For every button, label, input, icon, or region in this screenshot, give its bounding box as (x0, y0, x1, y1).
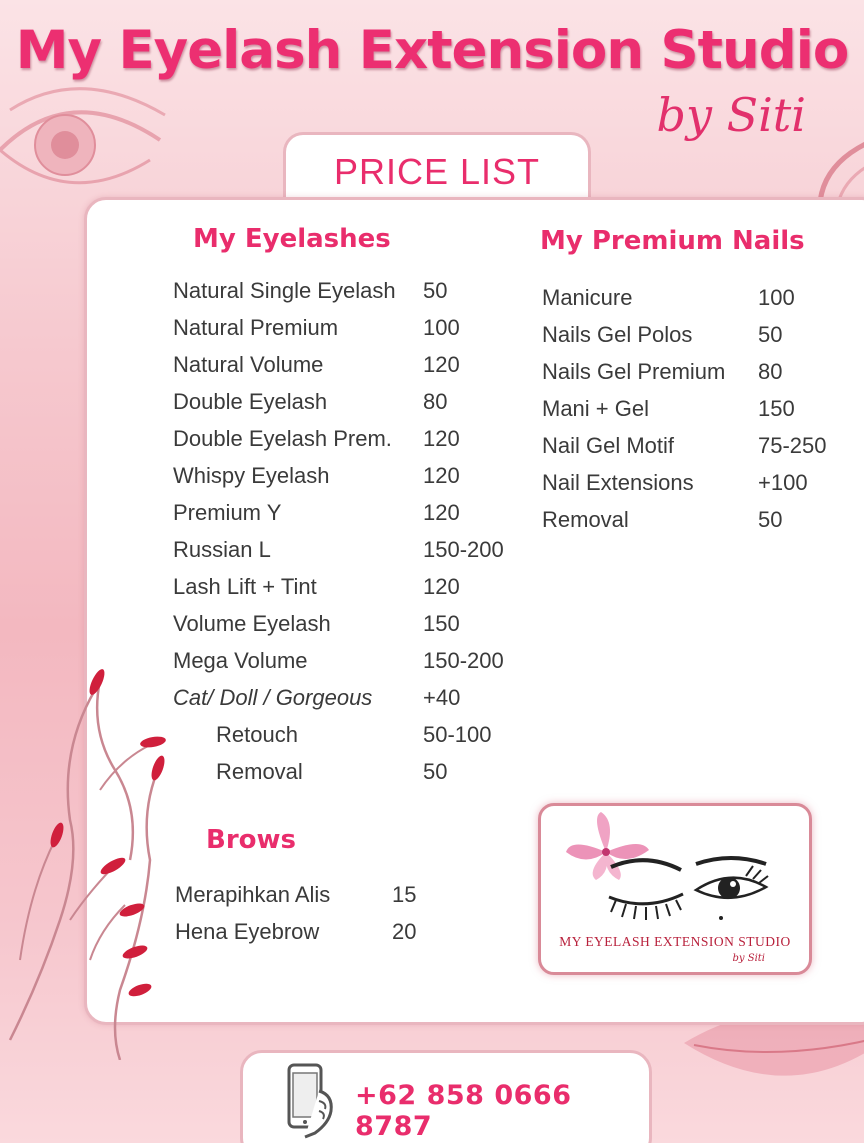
item-name: Natural Single Eyelash (173, 278, 396, 303)
phone-number[interactable]: +62 858 0666 8787 (355, 1080, 572, 1142)
item-name: Merapihkan Alis (175, 882, 331, 907)
open-eye-icon (691, 852, 771, 922)
item-name: Russian L (173, 537, 271, 562)
studio-byline: by Siti (656, 88, 806, 142)
price-list-label: PRICE LIST (333, 151, 541, 192)
item-price: 120 (423, 500, 460, 525)
item-name: Nails Gel Polos (542, 322, 693, 347)
item-name: Double Eyelash (173, 389, 328, 414)
item-name: Retouch (216, 722, 298, 747)
item-price: 50 (423, 759, 448, 784)
brows-section-title: Brows (206, 825, 296, 855)
item-name: Manicure (542, 285, 633, 310)
item-name: Nail Gel Motif (542, 433, 675, 458)
item-name: Volume Eyelash (173, 611, 331, 636)
item-name: Whispy Eyelash (173, 463, 330, 488)
price-list-tab (283, 132, 591, 202)
logo-byline: by Siti (732, 953, 765, 964)
item-name: Natural Volume (173, 352, 324, 377)
item-price: 150 (758, 396, 795, 421)
item-name: Nail Extensions (542, 470, 694, 495)
item-price: 15 (392, 882, 417, 907)
item-price: 150 (423, 611, 460, 636)
logo-studio-name: MY EYELASH EXTENSION STUDIO (559, 934, 791, 949)
item-name: Double Eyelash Prem. (173, 426, 392, 451)
item-name: Lash Lift + Tint (173, 574, 317, 599)
item-price: +40 (423, 685, 461, 710)
item-name: Removal (216, 759, 303, 784)
item-price: 50 (758, 507, 783, 532)
item-price: 75-250 (758, 433, 827, 458)
item-name: Premium Y (173, 500, 282, 525)
contact-tab (240, 1050, 652, 1143)
item-price: 120 (423, 352, 460, 377)
background-eye-illustration (0, 70, 190, 210)
item-name: Natural Premium (173, 315, 339, 340)
item-price: 120 (423, 426, 460, 451)
item-name: Mega Volume (173, 648, 308, 673)
nails-section-title: My Premium Nails (540, 226, 805, 256)
item-price: 50 (423, 278, 448, 303)
phone-icon (271, 1061, 351, 1141)
item-price: 80 (423, 389, 448, 414)
item-name: Mani + Gel (542, 396, 649, 421)
item-price: 150-200 (423, 537, 504, 562)
item-price: +100 (758, 470, 808, 495)
item-name: Nails Gel Premium (542, 359, 726, 384)
item-price: 120 (423, 463, 460, 488)
hands-illustration (0, 660, 200, 1060)
item-price: 120 (423, 574, 460, 599)
item-price: 50 (758, 322, 783, 347)
eyelashes-section-title: My Eyelashes (193, 224, 391, 254)
item-name: Removal (542, 507, 629, 532)
item-price: 100 (758, 285, 795, 310)
closed-eye-icon (601, 852, 691, 922)
item-price: 150-200 (423, 648, 504, 673)
item-name: Hena Eyebrow (175, 919, 320, 944)
item-price: 100 (423, 315, 460, 340)
studio-logo-box (538, 803, 812, 975)
item-price: 80 (758, 359, 783, 384)
item-name: Cat/ Doll / Gorgeous (173, 685, 373, 710)
item-price: 20 (392, 919, 417, 944)
studio-title: My Eyelash Extension Studio (15, 20, 849, 81)
item-price: 50-100 (423, 722, 492, 747)
